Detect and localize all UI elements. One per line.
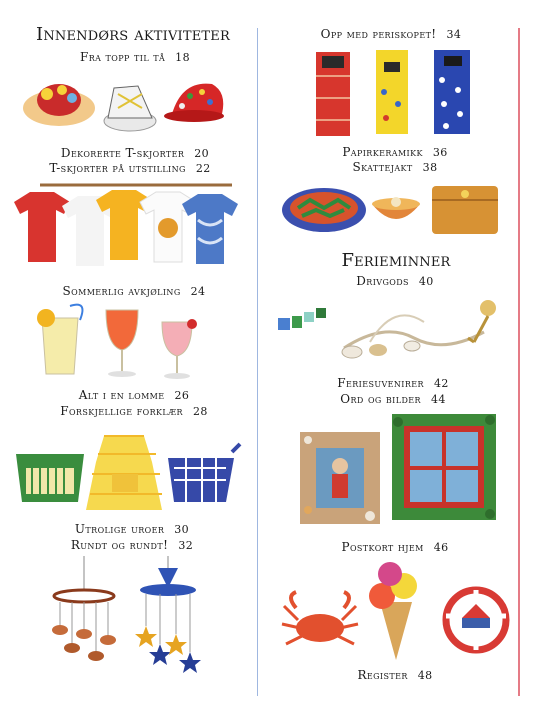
toc-entry[interactable] bbox=[34, 404, 234, 418]
toc-entry[interactable] bbox=[320, 145, 470, 159]
toc-entry-page: 48 bbox=[417, 669, 433, 682]
hats-shoes-illustration bbox=[22, 66, 232, 136]
aprons-illustration bbox=[12, 424, 242, 512]
toc-entry[interactable] bbox=[296, 27, 486, 41]
toc-entry-title: Forskjellige forklær bbox=[60, 404, 183, 418]
toc-entry-page: 26 bbox=[174, 389, 190, 402]
toc-entry-title: Skattejakt bbox=[352, 160, 413, 174]
toc-entry-page: 18 bbox=[175, 51, 190, 64]
toc-entry[interactable] bbox=[22, 161, 238, 175]
toc-entry[interactable] bbox=[52, 522, 212, 536]
blue-margin-line bbox=[257, 28, 258, 696]
toc-entry[interactable] bbox=[318, 376, 468, 390]
toc-entry[interactable] bbox=[40, 146, 230, 160]
toc-entry-title: Dekorerte T-skjorter bbox=[60, 146, 185, 160]
toc-entry-title: Opp med periskopet! bbox=[320, 27, 437, 41]
toc-entry[interactable] bbox=[330, 668, 460, 682]
toc-entry-title: Utrolige uroer bbox=[74, 522, 165, 536]
toc-entry-title: Sommerlig avkjøling bbox=[62, 284, 181, 298]
toc-entry[interactable] bbox=[330, 160, 460, 174]
toc-entry[interactable] bbox=[44, 284, 224, 298]
photo-frames-illustration bbox=[300, 410, 500, 530]
toc-entry-page: 40 bbox=[418, 275, 434, 288]
mobiles-illustration bbox=[50, 556, 210, 686]
toc-entry-title: Feriesuvenirer bbox=[337, 376, 424, 390]
toc-entry-title: Drivgods bbox=[356, 274, 409, 288]
toc-entry-title: Fra topp til tå bbox=[80, 50, 166, 64]
toc-entry-title: Papirkeramikk bbox=[342, 145, 423, 159]
driftwood-illustration bbox=[274, 292, 510, 364]
toc-entry[interactable] bbox=[64, 388, 204, 402]
section-heading-memories: Ferieminner bbox=[341, 250, 451, 271]
tshirts-illustration bbox=[10, 180, 245, 275]
toc-entry[interactable] bbox=[52, 538, 212, 552]
toc-entry[interactable] bbox=[330, 274, 460, 288]
toc-entry-page: 24 bbox=[190, 285, 206, 298]
postcard-crafts-illustration bbox=[278, 556, 510, 664]
toc-entry-title: Alt i en lomme bbox=[78, 388, 165, 402]
papier-mache-bowls-illustration bbox=[280, 178, 505, 242]
toc-entry-page: 34 bbox=[446, 28, 462, 41]
toc-entry-page: 22 bbox=[195, 162, 211, 175]
toc-entry-page: 38 bbox=[422, 161, 438, 174]
section-heading-indoor: Innendørs aktiviteter bbox=[36, 24, 230, 45]
toc-entry-title: T-skjorter på utstilling bbox=[49, 161, 186, 175]
toc-entry-page: 44 bbox=[430, 393, 446, 406]
toc-entry-title: Postkort hjem bbox=[341, 540, 424, 554]
toc-entry-page: 42 bbox=[433, 377, 449, 390]
periscopes-illustration bbox=[310, 46, 480, 138]
toc-entry-page: 46 bbox=[433, 541, 449, 554]
drinks-illustration bbox=[30, 300, 220, 382]
toc-entry-page: 30 bbox=[174, 523, 190, 536]
toc-entry[interactable] bbox=[314, 392, 472, 406]
red-margin-line bbox=[518, 28, 520, 696]
toc-entry-page: 20 bbox=[194, 147, 210, 160]
toc-entry[interactable] bbox=[320, 540, 470, 554]
toc-entry-title: Rundt og rundt! bbox=[70, 538, 169, 552]
toc-entry-page: 32 bbox=[178, 539, 194, 552]
toc-entry[interactable] bbox=[50, 50, 220, 64]
toc-entry-page: 28 bbox=[192, 405, 208, 418]
toc-entry-page: 36 bbox=[432, 146, 448, 159]
toc-entry-title: Ord og bilder bbox=[340, 392, 421, 406]
toc-entry-title: Register bbox=[357, 668, 408, 682]
